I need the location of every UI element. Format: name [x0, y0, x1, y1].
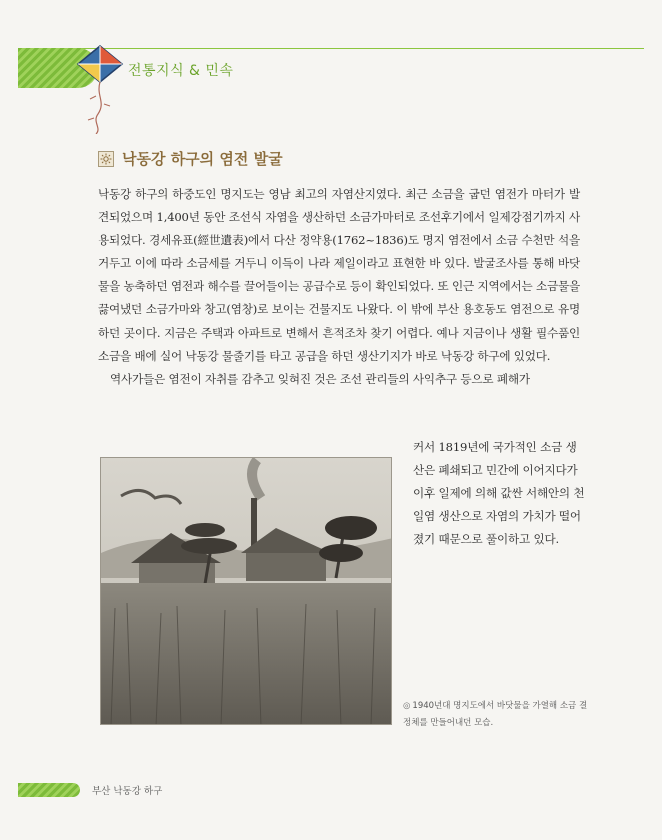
header-title: 전통지식 & 민속 — [128, 63, 234, 79]
photo-caption — [403, 698, 593, 732]
caption-marker: ◎ — [403, 701, 411, 711]
sun-icon — [98, 151, 114, 167]
caption-text: 1940년대 명지도에서 바닷물을 가열해 소금 결정체를 만들어내던 모습. — [403, 701, 588, 728]
historical-photo — [100, 457, 392, 725]
footer-title: 부산 낙동강 하구 — [92, 786, 163, 797]
body-paragraph: 낙동강 하구의 하중도인 명지도는 영남 최고의 자염산지였다. 최근 소금을 굽던 염전가 마터가 발견되었으며 1,400년 동안 조선식 자염을 생산하던 소금가마터로 조선후기에서 일제강점기까지 사용되었다. 경세유표(經世遺表)에서 다산 정약용(1762~1836)도 명지 염전에서 소금 수천만 석을 거두고 이에 따라 소금세를 거두니 이득이 나라 제일이라고 표현한 바 있다. 발굴조사를 통해 바닷물을 농축하던 염전과 해수를 끌어들이는 공급수로 등이 확인되었다. 또 인근 지역에서는 소금물을 끓여냈던 소금가마와 창고(염창)로 보이는 건물지도 나왔다. 이 밖에 부산 용호동도 염전으로 유명하던 곳이다. 지금은 주택과 아파트로 변해서 흔적조차 찾기 어렵다. 예나 지금이나 생활 필수품인 소금을 배에 실어 낙동강 물줄기를 타고 공급을 하던 생산기지가 바로 낙동강 하구에 있었다. — [98, 187, 580, 363]
body-paragraph-start: 역사가들은 염전이 자취를 감추고 잊혀진 것은 조선 관리들의 사익추구 등으로 폐해가 — [110, 371, 530, 386]
footer-pattern-tab — [18, 783, 80, 797]
kite-icon — [70, 44, 130, 134]
section-title: 낙동강 하구의 염전 발굴 — [122, 150, 283, 168]
body-paragraph-wrap: 커서 1819년에 국가적인 소금 생산은 폐쇄되고 민간에 이어지다가 이후 일제에 의해 값싼 서해안의 천일염 생산으로 자염의 가치가 떨어졌기 때문으로 풀이하고 있다. — [413, 440, 585, 547]
article-body — [98, 183, 580, 391]
section-heading — [98, 148, 283, 169]
